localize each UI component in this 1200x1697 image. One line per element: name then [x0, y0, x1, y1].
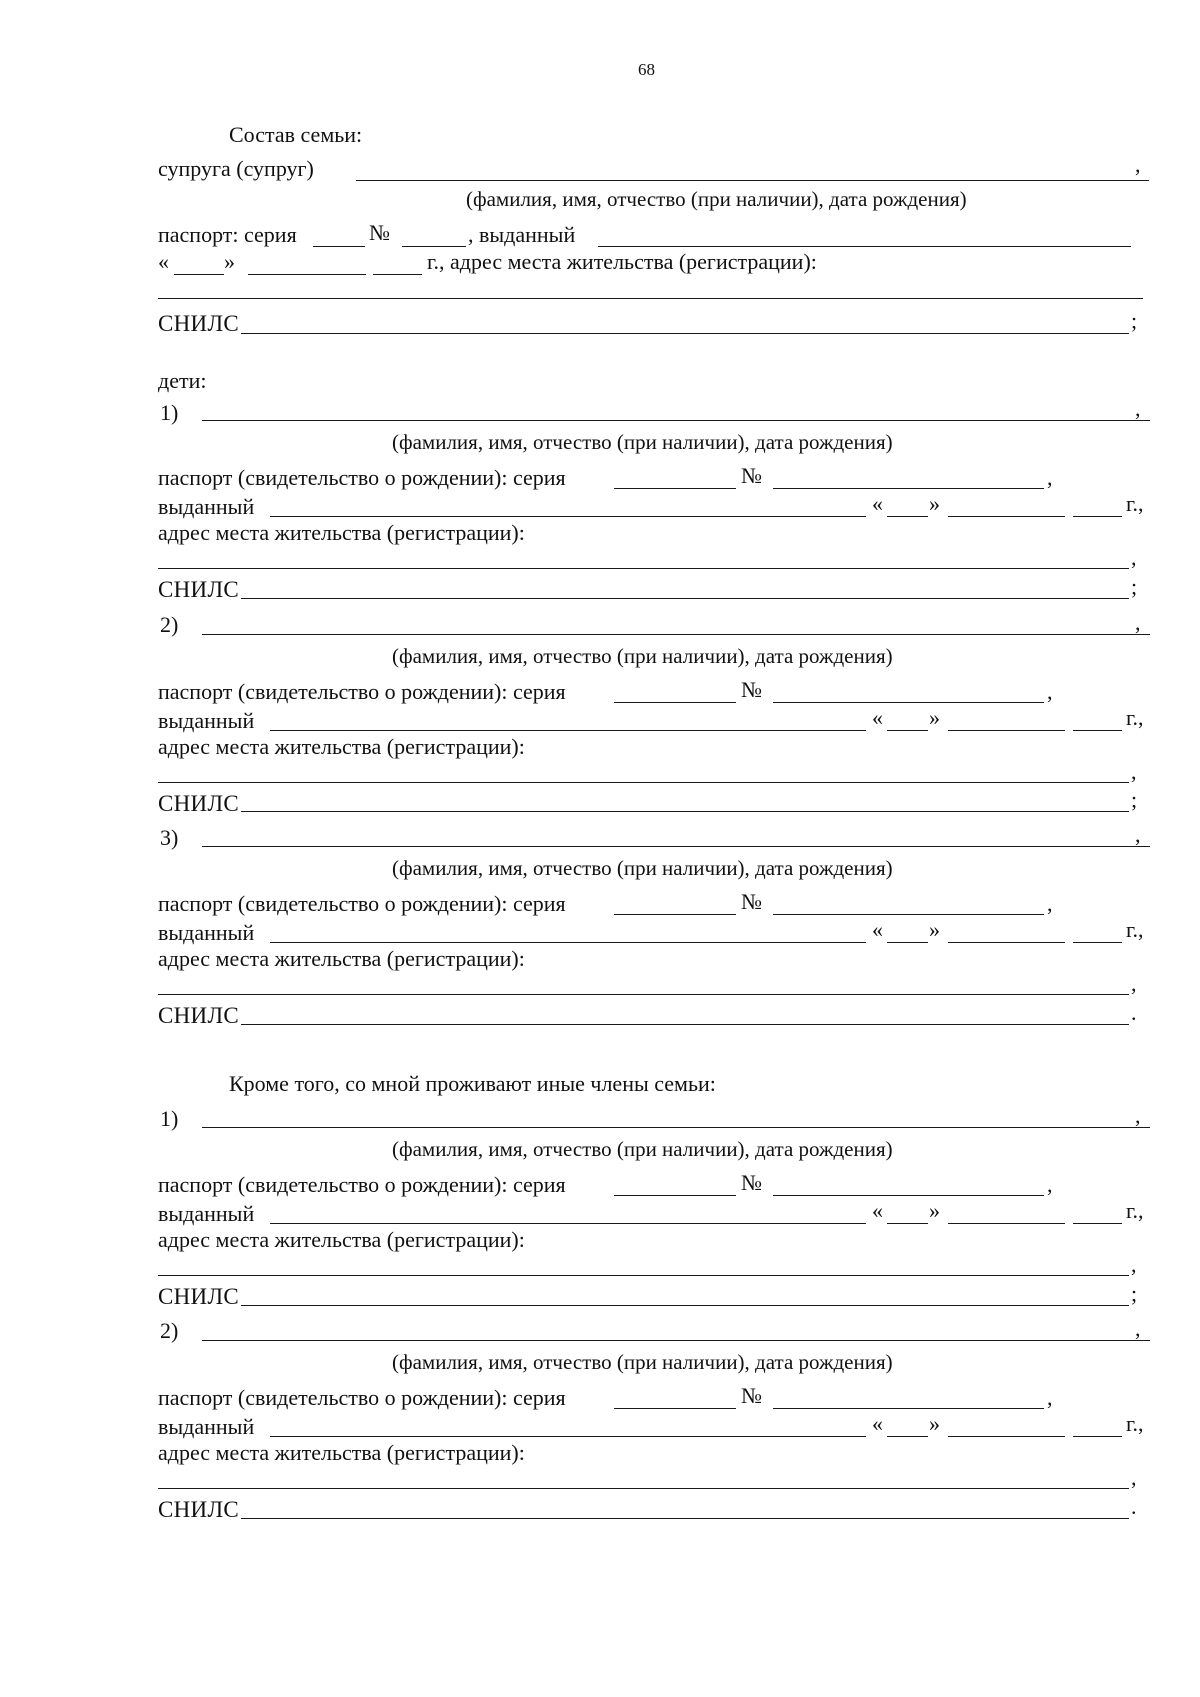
- child-1-year-field[interactable]: [1073, 516, 1122, 517]
- child-1-quote-close: »: [929, 491, 940, 516]
- other-2-fio-field[interactable]: [202, 1340, 1150, 1341]
- child-2-address-label: адрес места жительства (регистрации):: [158, 734, 525, 759]
- other-2-quote-close: »: [929, 1411, 940, 1436]
- child-3-snils-label: СНИЛС: [158, 1003, 240, 1028]
- family-heading: Состав семьи:: [229, 122, 363, 147]
- child-1-snils-field[interactable]: [241, 598, 1129, 599]
- child-3-snils-period: .: [1131, 1000, 1137, 1025]
- child-3-address-field[interactable]: [158, 994, 1129, 995]
- child-1-number: 1): [160, 400, 179, 425]
- other-1-passport-label: паспорт (свидетельство о рождении): серия: [158, 1172, 566, 1197]
- spouse-address-field[interactable]: [158, 298, 1143, 299]
- other-1-quote-close: »: [929, 1198, 940, 1223]
- other-1-doc-number-field[interactable]: [773, 1195, 1044, 1196]
- child-1-issued-label: выданный: [158, 494, 255, 519]
- child-1-address-field[interactable]: [158, 568, 1129, 569]
- child-2-address-comma: ,: [1131, 759, 1137, 784]
- child-2-passport-label: паспорт (свидетельство о рождении): серия: [158, 679, 566, 704]
- child-3-issued-field[interactable]: [270, 942, 866, 943]
- child-3-year-field[interactable]: [1073, 942, 1122, 943]
- child-3-series-field[interactable]: [614, 914, 736, 915]
- other-2-quote-open: «: [872, 1411, 883, 1436]
- spouse-number-sign: №: [369, 220, 390, 245]
- child-3-number-sign: №: [741, 889, 762, 914]
- child-3-comma: ,: [1135, 822, 1141, 847]
- child-3-fio-field[interactable]: [202, 846, 1150, 847]
- child-2-address-field[interactable]: [158, 782, 1129, 783]
- child-2-issued-field[interactable]: [270, 730, 866, 731]
- other-1-issued-label: выданный: [158, 1201, 255, 1226]
- spouse-day-field[interactable]: [174, 274, 224, 275]
- other-2-address-label: адрес места жительства (регистрации):: [158, 1440, 525, 1465]
- spouse-comma: ,: [1135, 152, 1141, 177]
- child-2-doc-number-field[interactable]: [773, 702, 1044, 703]
- other-1-number: 1): [160, 1106, 179, 1131]
- other-2-series-field[interactable]: [614, 1408, 736, 1409]
- other-2-comma: ,: [1135, 1316, 1141, 1341]
- child-1-series-field[interactable]: [614, 488, 736, 489]
- other-1-snils-label: СНИЛС: [158, 1284, 240, 1309]
- other-1-day-field[interactable]: [887, 1223, 928, 1224]
- other-2-issued-field[interactable]: [270, 1436, 866, 1437]
- spouse-snils-field[interactable]: [241, 333, 1129, 334]
- other-2-number-sign: №: [741, 1383, 762, 1408]
- child-2-year-suffix: г.,: [1126, 705, 1144, 730]
- spouse-label: супруга (супруг): [158, 156, 314, 181]
- other-1-year-suffix: г.,: [1126, 1198, 1144, 1223]
- child-1-day-field[interactable]: [887, 516, 928, 517]
- child-1-address-label: адрес места жительства (регистрации):: [158, 520, 525, 545]
- other-1-doc-comma: ,: [1047, 1172, 1053, 1197]
- child-2-snils-label: СНИЛС: [158, 791, 240, 816]
- child-2-comma: ,: [1135, 610, 1141, 635]
- other-2-month-field[interactable]: [948, 1436, 1065, 1437]
- child-1-passport-label: паспорт (свидетельство о рождении): серия: [158, 465, 566, 490]
- other-1-fio-field[interactable]: [202, 1127, 1150, 1128]
- child-1-fio-caption: (фамилия, имя, отчество (при наличии), дата рождения): [392, 430, 893, 454]
- others-heading: Кроме того, со мной проживают иные члены семьи:: [229, 1071, 716, 1096]
- spouse-quote-open: «: [158, 249, 169, 274]
- child-2-doc-comma: ,: [1047, 679, 1053, 704]
- spouse-year-address-label: г., адрес места жительства (регистрации):: [427, 249, 817, 274]
- spouse-number-field[interactable]: [402, 246, 466, 247]
- other-1-comma: ,: [1135, 1103, 1141, 1128]
- other-1-issued-field[interactable]: [270, 1223, 866, 1224]
- children-label: дети:: [158, 368, 207, 393]
- other-1-number-sign: №: [741, 1170, 762, 1195]
- spouse-year-field[interactable]: [373, 274, 422, 275]
- child-3-year-suffix: г.,: [1126, 917, 1144, 942]
- spouse-quote-close: »: [224, 249, 235, 274]
- child-2-series-field[interactable]: [614, 702, 736, 703]
- other-1-address-comma: ,: [1131, 1252, 1137, 1277]
- other-2-snils-field[interactable]: [241, 1518, 1129, 1519]
- other-2-year-suffix: г.,: [1126, 1411, 1144, 1436]
- child-2-snils-semicolon: ;: [1131, 787, 1138, 812]
- child-2-quote-close: »: [929, 705, 940, 730]
- other-1-address-label: адрес места жительства (регистрации):: [158, 1227, 525, 1252]
- spouse-snils-label: СНИЛС: [158, 311, 240, 336]
- child-3-number: 3): [160, 825, 179, 850]
- child-1-snils-semicolon: ;: [1131, 574, 1138, 599]
- child-1-doc-comma: ,: [1047, 465, 1053, 490]
- child-3-fio-caption: (фамилия, имя, отчество (при наличии), дата рождения): [392, 856, 893, 880]
- child-1-month-field[interactable]: [948, 516, 1065, 517]
- child-2-number: 2): [160, 612, 179, 637]
- child-2-month-field[interactable]: [948, 730, 1065, 731]
- other-2-issued-label: выданный: [158, 1414, 255, 1439]
- other-2-doc-comma: ,: [1047, 1385, 1053, 1410]
- other-1-fio-caption: (фамилия, имя, отчество (при наличии), дата рождения): [392, 1137, 893, 1161]
- spouse-series-field[interactable]: [313, 246, 365, 247]
- child-2-quote-open: «: [872, 705, 883, 730]
- other-1-address-field[interactable]: [158, 1275, 1129, 1276]
- child-1-snils-label: СНИЛС: [158, 577, 240, 602]
- child-2-snils-field[interactable]: [241, 811, 1129, 812]
- child-2-day-field[interactable]: [887, 730, 928, 731]
- other-2-fio-caption: (фамилия, имя, отчество (при наличии), дата рождения): [392, 1350, 893, 1374]
- other-2-passport-label: паспорт (свидетельство о рождении): серия: [158, 1385, 566, 1410]
- child-3-doc-number-field[interactable]: [773, 914, 1044, 915]
- child-1-fio-field[interactable]: [202, 420, 1150, 421]
- other-2-snils-period: .: [1131, 1494, 1137, 1519]
- child-2-fio-caption: (фамилия, имя, отчество (при наличии), дата рождения): [392, 644, 893, 668]
- spouse-fio-caption: (фамилия, имя, отчество (при наличии), дата рождения): [466, 187, 967, 211]
- spouse-snils-semicolon: ;: [1131, 308, 1138, 333]
- child-2-issued-label: выданный: [158, 708, 255, 733]
- other-1-year-field[interactable]: [1073, 1223, 1122, 1224]
- child-1-number-sign: №: [741, 463, 762, 488]
- other-2-year-field[interactable]: [1073, 1436, 1122, 1437]
- other-1-quote-open: «: [872, 1198, 883, 1223]
- child-1-comma: ,: [1135, 396, 1141, 421]
- spouse-passport-series-label: паспорт: серия: [158, 222, 297, 247]
- child-3-passport-label: паспорт (свидетельство о рождении): серия: [158, 891, 566, 916]
- spouse-fio-field[interactable]: [356, 180, 1149, 181]
- child-1-issued-field[interactable]: [270, 516, 866, 517]
- child-3-day-field[interactable]: [887, 942, 928, 943]
- other-2-address-comma: ,: [1131, 1465, 1137, 1490]
- spouse-issued-label: , выданный: [468, 222, 576, 247]
- child-3-issued-label: выданный: [158, 920, 255, 945]
- child-1-address-comma: ,: [1131, 545, 1137, 570]
- other-1-series-field[interactable]: [614, 1195, 736, 1196]
- child-2-year-field[interactable]: [1073, 730, 1122, 731]
- other-1-snils-semicolon: ;: [1131, 1281, 1138, 1306]
- other-2-number: 2): [160, 1318, 179, 1343]
- other-2-snils-label: СНИЛС: [158, 1497, 240, 1522]
- child-3-quote-open: «: [872, 917, 883, 942]
- other-2-day-field[interactable]: [887, 1436, 928, 1437]
- child-3-address-label: адрес места жительства (регистрации):: [158, 946, 525, 971]
- child-2-number-sign: №: [741, 677, 762, 702]
- spouse-month-field[interactable]: [248, 274, 366, 275]
- child-1-year-suffix: г.,: [1126, 491, 1144, 516]
- child-1-doc-number-field[interactable]: [773, 488, 1044, 489]
- spouse-issued-field[interactable]: [598, 246, 1131, 247]
- child-1-quote-open: «: [872, 491, 883, 516]
- other-1-month-field[interactable]: [948, 1223, 1065, 1224]
- child-3-quote-close: »: [929, 917, 940, 942]
- other-2-doc-number-field[interactable]: [773, 1408, 1044, 1409]
- child-3-doc-comma: ,: [1047, 891, 1053, 916]
- child-3-month-field[interactable]: [948, 942, 1065, 943]
- other-2-address-field[interactable]: [158, 1488, 1129, 1489]
- child-3-snils-field[interactable]: [241, 1024, 1129, 1025]
- child-2-fio-field[interactable]: [202, 634, 1150, 635]
- child-3-address-comma: ,: [1131, 971, 1137, 996]
- page-number: 68: [638, 60, 655, 79]
- other-1-snils-field[interactable]: [241, 1305, 1129, 1306]
